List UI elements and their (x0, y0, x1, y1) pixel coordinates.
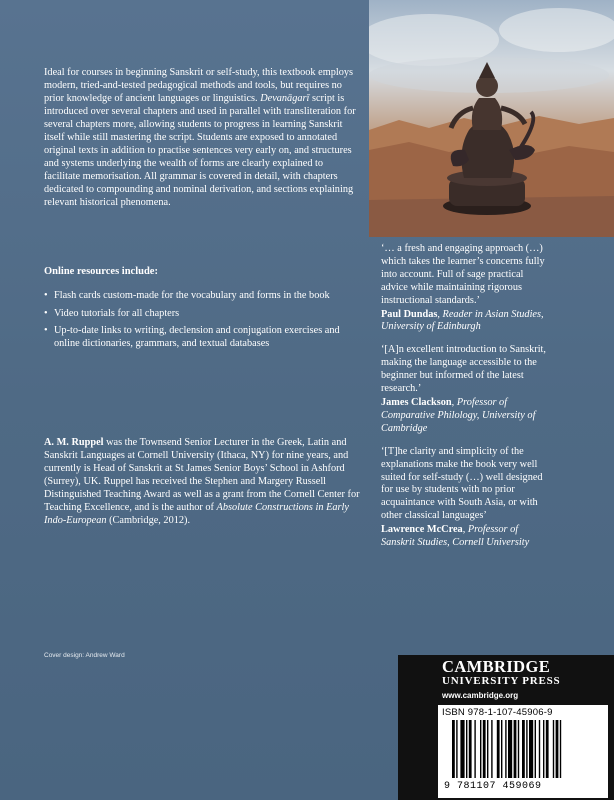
statue-photo (369, 0, 614, 237)
endorser-affiliation: Professor of Sanskrit Studies, Cornell University (381, 524, 530, 549)
endorsement (381, 446, 551, 550)
endorsement-quote: ‘… a fresh and engaging approach (…) which takes the learner’s concerns fully into account. Full of sage practical advice while maintaining rigorous instructional standards.’ (381, 243, 545, 306)
barcode-icon (452, 720, 598, 780)
author-bio (44, 436, 360, 527)
description-text: Ideal for courses in beginning Sanskrit or self-study, this textbook employs modern, tried-and-tested pedagogical methods and tools, but requires no prior knowledge of ancient languages or linguistics. (44, 67, 354, 104)
barcode-box (438, 705, 608, 798)
publisher-subtitle: UNIVERSITY PRESS (442, 675, 561, 687)
endorsement-quote: ‘[A]n excellent introduction to Sanskrit, making the language accessible to the beginner but informed of the latest research.’ (381, 344, 546, 395)
endorsement (381, 344, 551, 435)
author-book-title: Absolute Constructions in Early Indo-European (44, 502, 349, 526)
online-resources-heading: Online resources include: (44, 266, 158, 277)
endorser-affiliation: Professor of Comparative Philology, University of Cambridge (381, 396, 536, 434)
endorser-name: Paul Dundas (381, 308, 438, 320)
list-item: • Flash cards custom-made for the vocabulary and forms in the book (44, 290, 344, 303)
endorsement-quote: ‘[T]he clarity and simplicity of the explanations make the book very well suited for self-study (…) well designed for use by students with no prior acquaintance with South Asia, or with other classical languages’ (381, 445, 543, 522)
author-bio-end: (Cambridge, 2012). (106, 515, 191, 526)
endorsement-author: Lawrence McCrea, Professor of Sanskrit Studies, Cornell University (381, 524, 530, 549)
endorsement-author: Paul Dundas, Reader in Asian Studies, University of Edinburgh (381, 308, 544, 333)
endorser-name: Lawrence McCrea (381, 524, 463, 536)
list-item: • Video tutorials for all chapters (44, 308, 344, 321)
endorser-affiliation: Reader in Asian Studies, University of Edinburgh (381, 308, 544, 333)
cover-design-credit: Cover design: Andrew Ward (44, 652, 125, 659)
publisher-panel (398, 655, 614, 800)
endorsement (381, 243, 551, 334)
description-italic: Devanāgarī (260, 93, 310, 104)
endorser-name: James Clackson (381, 396, 452, 408)
publisher-url: www.cambridge.org (442, 691, 519, 700)
endorsement-author: James Clackson, Professor of Comparative Philology, University of Cambridge (381, 396, 536, 434)
saraswati-statue-image (369, 0, 614, 237)
isbn-label: ISBN 978-1-107-45906-9 (442, 707, 553, 718)
description-text-cont: script is introduced over several chapters and used in parallel with transliteration for several chapters more, allowing students to progress in learning Sanskrit itself while still mastering the script. Students are exposed to annotated original texts in addition to practise sentences very early on, and structures and systems underlying the wealth of forms are clearly explained to facilitate memorisation. All grammar is covered in detail, with chapters dedicated to compounding and nominal derivation, and sections explaining relevant historical phenomena. (44, 93, 356, 208)
publisher-name: CAMBRIDGE (442, 657, 551, 676)
description (44, 66, 356, 209)
list-item: • Up-to-date links to writing, declension and conjugation exercises and online dictionaries, grammars, and textual databases (44, 325, 344, 350)
endorsements (381, 243, 551, 550)
author-name: A. M. Ruppel (44, 437, 104, 448)
barcode-number: 9 781107 459069 (444, 781, 542, 792)
author-bio-text: was the Townsend Senior Lecturer in the Greek, Latin and Sanskrit Languages at Cornell University (Ithaca, NY) for nine years, and currently is Head of Sanskrit at St James Senior Boys’ School in Ashford (Surrey), UK. Ruppel has received the Stephen and Margery Russell Distinguished Teaching Award as well as a grant from the Cornell Center for Teaching Excellence, and is the author of (44, 437, 360, 513)
online-resources-list (44, 290, 344, 356)
